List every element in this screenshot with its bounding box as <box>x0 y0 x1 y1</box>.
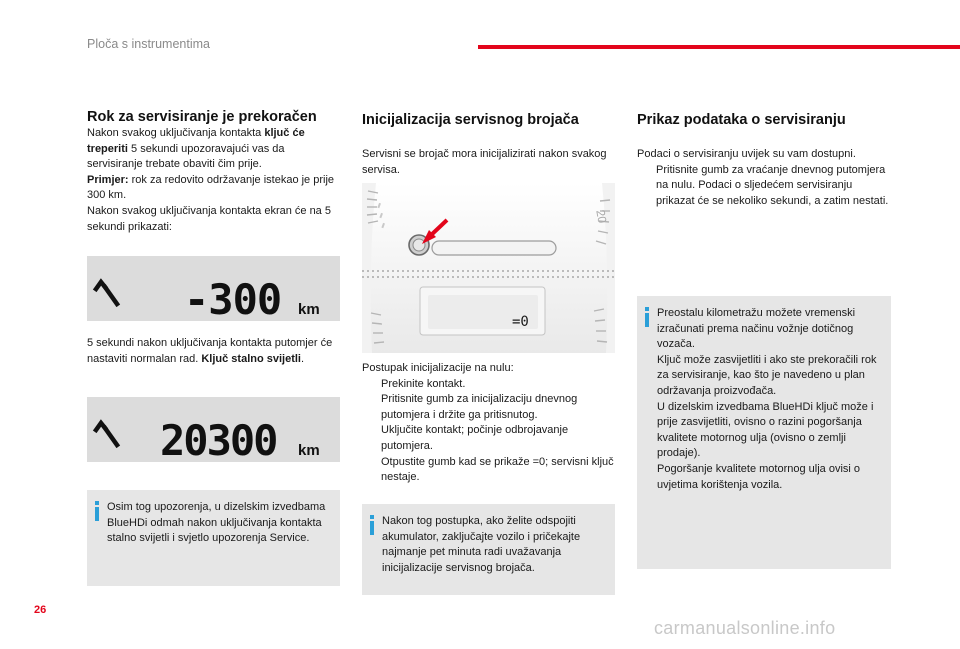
list-item: Prekinite kontakt. <box>362 377 618 393</box>
note-service-interval: Preostalu kilometražu možete vremenski izračunati prema načinu vožnje dotičnog vozača. Ključ može zasvijetliti i ako ste prekoračili rok za servisiranje, kao što je navedeno u plan održavanja proizvođača. U dizelskim izvedbama BlueHDi ključ može i prije zasvijetliti, ovisno o razini pogoršanja kvalitete motornog ulja (ovisno o zemlji prodaje). Pogoršanje kvalitete motornog ulja ovisi o uvjetima korištenja vozila. <box>637 296 891 569</box>
column-service-reset-procedure <box>362 361 618 486</box>
paragraph-key-steady: 5 sekundi nakon uključivanja kontakta putomjer će nastaviti normalan rad. Ključ stalno svijetli. <box>87 337 333 365</box>
column-service-info <box>637 108 893 209</box>
paragraph-example: Primjer: rok za redovito održavanje istekao je prije 300 km. <box>87 173 335 202</box>
display-value-total: 20300 <box>160 416 277 462</box>
list-item: Pritisnite gumb za inicijalizaciju dnevnog putomjera i držite ga pritisnutog. <box>362 392 618 423</box>
watermark: carmanualsonline.info <box>654 618 836 638</box>
note-battery-disconnect: Nakon tog postupka, ako želite odspojiti akumulator, zaključajte vozilo i pričekajte najmanje pet minuta radi uvažavanja inicijalizacije servisnog brojača. <box>362 504 615 595</box>
bullet-marker-icon <box>362 392 381 423</box>
info-note-icon <box>370 515 375 535</box>
bullet-marker-icon <box>362 455 381 486</box>
bullet-marker-icon <box>637 163 656 210</box>
display-value-negative: -300 <box>184 275 282 321</box>
page-number: 26 <box>34 604 47 616</box>
display-unit-km: km <box>298 442 320 459</box>
column-service-reset <box>362 108 618 178</box>
display-value-reset: =0 <box>512 314 529 330</box>
list-item: Otpustite gumb kad se prikaže =0; servisni ključ nestaje. <box>362 455 618 486</box>
gauge-label-20: 20 <box>593 208 610 225</box>
list-item: Uključite kontakt; počinje odbrojavanje putomjera. <box>362 423 618 454</box>
dashboard-illustration <box>362 183 615 353</box>
procedure-title: Postupak inicijalizacije na nulu: <box>362 362 514 374</box>
paragraph-key-flashing: Nakon svakog uključivanja kontakta ključ će treperiti 5 sekundi upozoravajući vas da servisiranje trebate obaviti čim prije. <box>87 127 305 171</box>
procedure-step-list <box>362 377 618 486</box>
wrench-icon <box>96 282 117 304</box>
info-note-icon <box>95 501 100 521</box>
odometer-display-negative <box>87 256 340 321</box>
wrench-icon <box>96 423 117 445</box>
section-title-service-info: Prikaz podataka o servisiranju <box>637 112 846 128</box>
display-unit-km: km <box>298 301 320 318</box>
header-red-rule <box>478 45 960 49</box>
section-title-service-reset: Inicijalizacija servisnog brojača <box>362 112 579 128</box>
note-bluehdi-warning: Osim tog upozorenja, u dizelskim izvedbama BlueHDi odmah nakon uključivanja kontakta stalno svijetli i svjetlo upozorenja Service. <box>87 490 340 586</box>
bullet-marker-icon <box>362 423 381 454</box>
paragraph-display-intro: Nakon svakog uključivanja kontakta ekran će na 5 sekundi prikazati: <box>87 204 331 233</box>
column-service-overdue-cont <box>87 336 343 367</box>
paragraph-reset-intro: Servisni se brojač mora inicijalizirati nakon svakog servisa. <box>362 148 607 176</box>
column-service-overdue <box>87 108 343 235</box>
odometer-display-total <box>87 397 340 462</box>
page-header-title: Ploča s instrumentima <box>87 37 210 51</box>
bullet-marker-icon <box>362 377 381 393</box>
paragraph-info-intro: Podaci o servisiranju uvijek su vam dostupni. <box>637 148 856 160</box>
list-item: Pritisnite gumb za vraćanje dnevnog putomjera na nulu. Podaci o sljedećem servisiranju prikazat će se nekoliko sekundi, a zatim nestati. <box>637 163 893 210</box>
section-title-service-overdue: Rok za servisiranje je prekoračen <box>87 109 317 125</box>
info-note-icon <box>645 307 650 327</box>
